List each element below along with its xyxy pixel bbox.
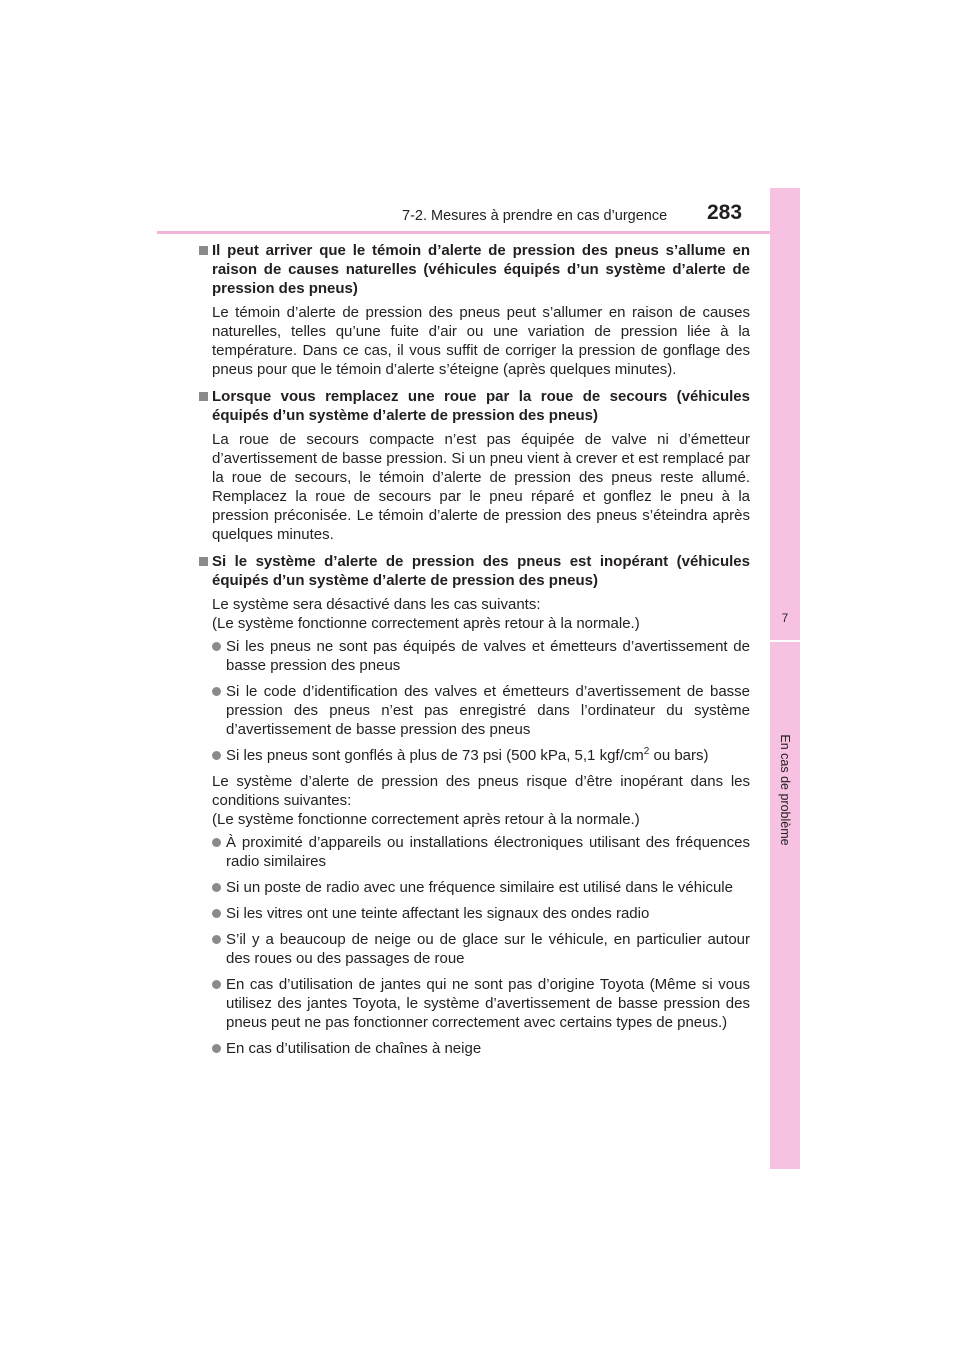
page-content	[212, 241, 750, 1066]
round-bullet-icon	[212, 642, 221, 651]
round-bullet-icon	[212, 687, 221, 696]
chapter-title: En cas de problème	[778, 734, 792, 846]
square-bullet-icon	[199, 246, 208, 255]
round-bullet-icon	[212, 980, 221, 989]
round-bullet-icon	[212, 909, 221, 918]
list-item-text: À proximité d’appareils ou installations électroniques utilisant des fréquences radio similaires	[226, 834, 750, 870]
intro-paragraph	[212, 772, 750, 829]
page-number: 283	[707, 201, 743, 224]
section-heading-text: Si le système d’alerte de pression des pneus est inopérant (véhicules équipés d’un système d’alerte de pression des pneus)	[212, 553, 750, 589]
intro-line: Le système d’alerte de pression des pneus risque d’être inopérant dans les conditions suivantes:	[212, 773, 750, 809]
section-heading-text: Il peut arriver que le témoin d’alerte de pression des pneus s’allume en raison de causes naturelles (véhicules équipés d’un système d’alerte de pression des pneus)	[212, 242, 750, 297]
list-item	[212, 930, 750, 968]
chapter-tab-divider	[770, 640, 800, 642]
list-item-text: ou bars)	[649, 747, 709, 764]
intro-line: Le système sera désactivé dans les cas suivants:	[212, 596, 541, 613]
round-bullet-icon	[212, 1044, 221, 1053]
list-item	[212, 746, 750, 765]
section-paragraph: Le témoin d’alerte de pression des pneus peut s’allumer en raison de causes naturelles, telles qu’une fuite d’air ou une variation de pression liée à la température. Dans ce cas, il vous suffit de corriger la pression de gonflage des pneus pour que le témoin d’alerte s’éteigne (après quelques minutes).	[212, 304, 750, 378]
list-item	[212, 904, 750, 923]
list-item-text: Si le code d’identification des valves et émetteurs d’avertissement de basse pression des pneus n’est pas enregistré dans l’ordinateur du système d’avertissement de basse pression des pneus	[226, 683, 750, 738]
intro-paragraph	[212, 595, 750, 633]
round-bullet-icon	[212, 751, 221, 760]
list-item-text: Si les pneus sont gonflés à plus de 73 psi (500 kPa, 5,1 kgf/cm	[226, 747, 644, 764]
section-heading	[212, 387, 750, 425]
superscript: 2	[643, 746, 650, 757]
list-item	[212, 878, 750, 897]
round-bullet-icon	[212, 935, 221, 944]
intro-line: (Le système fonctionne correctement après retour à la normale.)	[212, 615, 640, 632]
section-system-inoperative	[212, 552, 750, 1058]
list-item	[212, 682, 750, 739]
section-natural-causes	[212, 241, 750, 379]
section-heading	[212, 552, 750, 590]
list-item-text: Si les pneus ne sont pas équipés de valves et émetteurs d’avertissement de basse pression des pneus	[226, 638, 750, 674]
list-item-text: S’il y a beaucoup de neige ou de glace sur le véhicule, en particulier autour des roues ou des passages de roue	[226, 931, 750, 967]
list-item	[212, 833, 750, 871]
round-bullet-icon	[212, 883, 221, 892]
section-paragraph: La roue de secours compacte n’est pas équipée de valve ni d’émetteur d’avertissement de basse pression. Si un pneu vient à crever et est remplacé par la roue de secours, le témoin d’alerte de pression des pneus reste allumé. Remplacez la roue de secours par le pneu réparé et gonflez le pneu à la pression préconisée. Le témoin d’alerte de pression des pneus s’éteindra après quelques minutes.	[212, 431, 750, 543]
list-item-text: Si les vitres ont une teinte affectant les signaux des ondes radio	[226, 905, 650, 922]
square-bullet-icon	[199, 392, 208, 401]
list-item-text: En cas d’utilisation de chaînes à neige	[226, 1040, 482, 1057]
list-item	[212, 637, 750, 675]
header-rule	[157, 231, 800, 234]
chapter-side-tab	[770, 188, 800, 1169]
list-item	[212, 1039, 750, 1058]
running-header-section-title: 7-2. Mesures à prendre en cas d’urgence	[402, 208, 668, 224]
list-item-text: En cas d’utilisation de jantes qui ne sont pas d’origine Toyota (Même si vous utilisez des jantes Toyota, le système d’avertissement de basse pression des pneus peut ne pas fonctionner correctement avec certains types de pneus.)	[226, 976, 750, 1031]
section-heading	[212, 241, 750, 298]
intro-line: (Le système fonctionne correctement après retour à la normale.)	[212, 811, 640, 828]
section-spare-wheel	[212, 387, 750, 544]
square-bullet-icon	[199, 557, 208, 566]
list-item-text: Si un poste de radio avec une fréquence similaire est utilisé dans le véhicule	[226, 879, 733, 896]
section-heading-text: Lorsque vous remplacez une roue par la roue de secours (véhicules équipés d’un système d’alerte de pression des pneus)	[212, 388, 750, 424]
chapter-number: 7	[781, 613, 789, 625]
list-item	[212, 975, 750, 1032]
round-bullet-icon	[212, 838, 221, 847]
